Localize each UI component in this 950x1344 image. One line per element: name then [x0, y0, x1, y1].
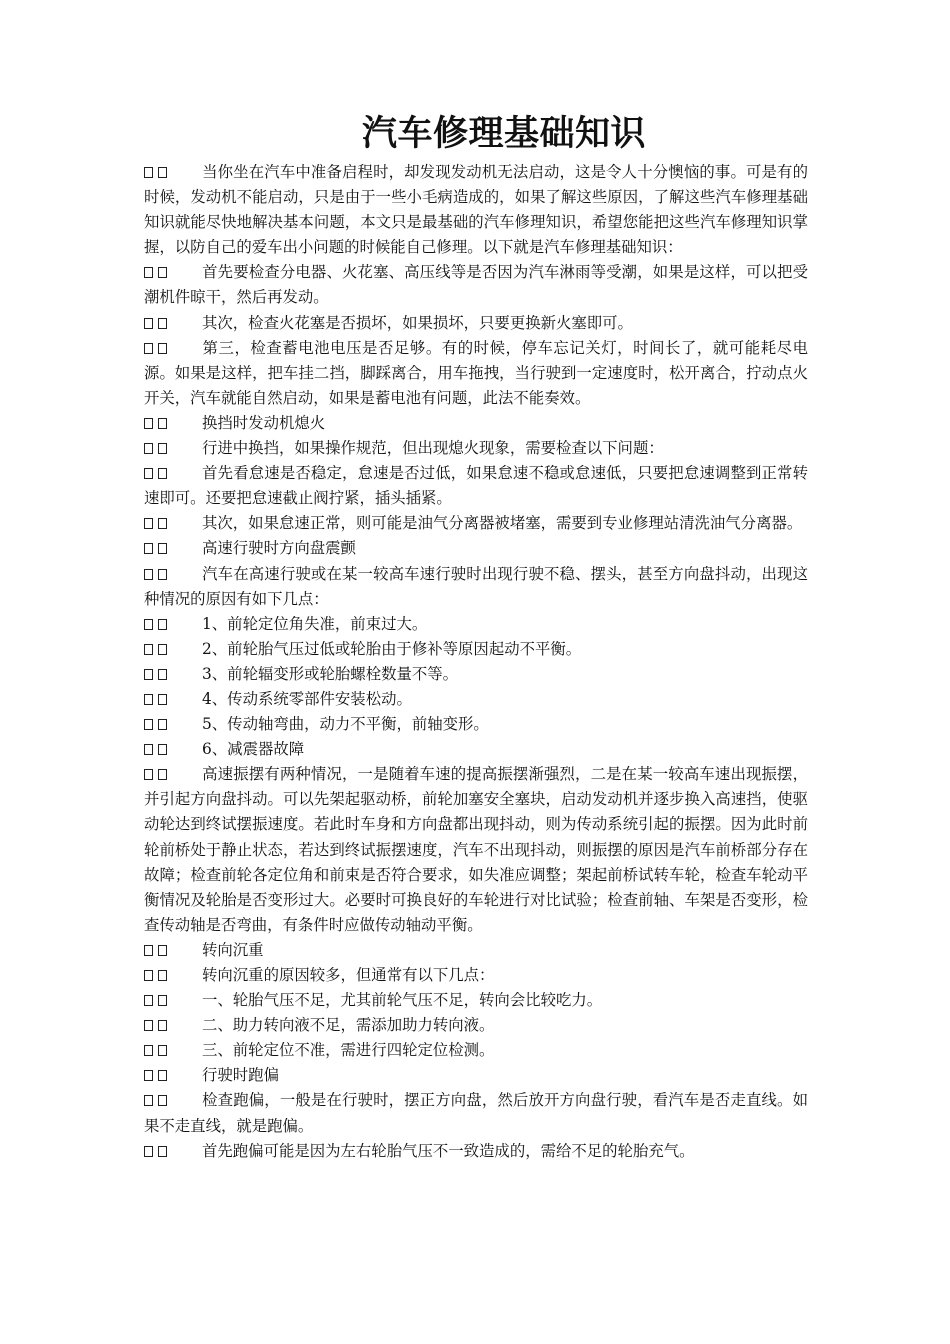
bullet-boxes: [144, 1063, 202, 1088]
paragraph: [144, 511, 808, 536]
bullet-boxes: [144, 260, 202, 285]
paragraph-text: 6、减震器故障: [202, 740, 305, 759]
bullet-boxes: [144, 1013, 202, 1038]
bullet-boxes: [144, 311, 202, 336]
list-item: [144, 612, 808, 637]
paragraph: [144, 336, 808, 411]
paragraph-text: 转向沉重的原因较多，但通常有以下几点：: [202, 966, 495, 984]
paragraph-text: 一、轮胎气压不足，尤其前轮气压不足，转向会比较吃力。: [202, 991, 603, 1010]
paragraph-text: 其次，如果怠速正常，则可能是油气分离器被堵塞，需要到专业修理站清洗油气分离器。: [202, 514, 803, 533]
paragraph-text: 行进中换挡，如果操作规范，但出现熄火现象，需要检查以下问题：: [202, 439, 664, 458]
paragraph-text: 高速行驶时方向盘震颤: [202, 539, 356, 558]
paragraph-text: 当你坐在汽车中准备启程时，却发现发动机无法启动，这是令人十分懊恼的事。可是有的时候，发动机不能启动，只是由于一些小毛病造成的，如果了解这些原因，了解这些汽车修理基础知识就能尽快地解决基本问题，本文只是最基础的汽车修理知识，希望您能把这些汽车修理知识掌握，以防自己的爱车出小问题的时候能自己修理。以下就是汽车修理基础知识：: [144, 163, 808, 257]
bullet-boxes: [144, 1139, 202, 1164]
paragraph: [144, 1139, 808, 1164]
bullet-boxes: [144, 436, 202, 461]
bullet-boxes: [144, 637, 202, 662]
section-heading: [144, 938, 808, 963]
bullet-boxes: [144, 336, 202, 361]
paragraph: [144, 461, 808, 511]
bullet-boxes: [144, 461, 202, 486]
list-item: [144, 988, 808, 1013]
paragraph-text: 首先看怠速是否稳定，怠速是否过低，如果怠速不稳或怠速低，只要把怠速调整到正常转速即可。还要把怠速截止阀拧紧，插头插紧。: [144, 464, 808, 508]
paragraph: [144, 762, 808, 938]
bullet-boxes: [144, 411, 202, 436]
paragraph-text: 三、前轮定位不准，需进行四轮定位检测。: [202, 1041, 495, 1060]
bullet-boxes: [144, 938, 202, 963]
paragraph: [144, 436, 808, 461]
paragraph: [144, 260, 808, 310]
paragraph: [144, 311, 808, 336]
paragraph-text: 其次，检查火花塞是否损坏，如果损坏，只要更换新火塞即可。: [202, 313, 633, 332]
paragraph-text: 转向沉重: [202, 940, 264, 959]
bullet-boxes: [144, 562, 202, 587]
paragraph: [144, 160, 808, 260]
paragraph-text: 5、传动轴弯曲，动力不平衡，前轴变形。: [202, 715, 489, 734]
section-heading: [144, 536, 808, 561]
bullet-boxes: [144, 612, 202, 637]
bullet-boxes: [144, 536, 202, 561]
list-item: [144, 687, 808, 712]
bullet-boxes: [144, 737, 202, 762]
bullet-boxes: [144, 1088, 202, 1113]
paragraph: [144, 963, 808, 988]
paragraph-text: 二、助力转向液不足，需添加助力转向液。: [202, 1016, 495, 1035]
document-body: [144, 160, 808, 1164]
paragraph-text: 行驶时跑偏: [202, 1066, 279, 1085]
paragraph-text: 1、前轮定位角失准，前束过大。: [202, 614, 428, 633]
paragraph: [144, 562, 808, 612]
section-heading: [144, 411, 808, 436]
paragraph-text: 2、前轮胎气压过低或轮胎由于修补等原因起动不平衡。: [202, 639, 582, 658]
list-item: [144, 737, 808, 762]
bullet-boxes: [144, 662, 202, 687]
paragraph-text: 检查跑偏，一般是在行驶时，摆正方向盘，然后放开方向盘行驶，看汽车是否走直线。如果不走直线，就是跑偏。: [144, 1091, 808, 1135]
document-title: 汽车修理基础知识: [361, 113, 646, 154]
bullet-boxes: [144, 712, 202, 737]
paragraph-text: 高速振摆有两种情况，一是随着车速的提高振摆渐强烈，二是在某一较高车速出现振摆，并引起方向盘抖动。可以先架起驱动桥，前轮加塞安全塞块，启动发动机并逐步换入高速挡，使驱动轮达到终试摆振速度。若此时车身和方向盘都出现抖动，则为传动系统引起的振摆。因为此时前轮前桥处于静止状态，若达到终试振摆速度，汽车不出现抖动，则振摆的原因是汽车前桥部分存在故障；检查前轮各定位角和前束是否符合要求，如失准应调整；架起前桥试转车轮，检查车轮动平衡情况及轮胎是否变形过大。必要时可换良好的车轮进行对比试验；检查前轴、车架是否变形，检查传动轴是否弯曲，有条件时应做传动轴动平衡。: [144, 765, 808, 934]
list-item: [144, 637, 808, 662]
paragraph-text: 4、传动系统零部件安装松动。: [202, 689, 412, 708]
bullet-boxes: [144, 160, 202, 185]
bullet-boxes: [144, 762, 202, 787]
bullet-boxes: [144, 1038, 202, 1063]
list-item: [144, 1013, 808, 1038]
paragraph-text: 首先跑偏可能是因为左右轮胎气压不一致造成的，需给不足的轮胎充气。: [202, 1141, 695, 1160]
paragraph-text: 汽车在高速行驶或在某一较高车速行驶时出现行驶不稳、摆头，甚至方向盘抖动，出现这种情况的原因有如下几点：: [144, 564, 808, 608]
paragraph-text: 换挡时发动机熄火: [202, 413, 326, 432]
list-item: [144, 662, 808, 687]
paragraph-text: 3、前轮辐变形或轮胎螺栓数量不等。: [202, 664, 459, 683]
section-heading: [144, 1063, 808, 1088]
bullet-boxes: [144, 687, 202, 712]
bullet-boxes: [144, 988, 202, 1013]
bullet-boxes: [144, 511, 202, 536]
document-page: [144, 112, 808, 1164]
list-item: [144, 1038, 808, 1063]
bullet-boxes: [144, 963, 202, 988]
paragraph-text: 第三，检查蓄电池电压是否足够。有的时候，停车忘记关灯，时间长了，就可能耗尽电源。如果是这样，把车挂二挡，脚踩离合，用车拖拽，当行驶到一定速度时，松开离合，拧动点火开关，汽车就能自然启动，如果是蓄电池有问题，此法不能奏效。: [144, 338, 808, 407]
paragraph: [144, 1088, 808, 1138]
list-item: [144, 712, 808, 737]
paragraph-text: 首先要检查分电器、火花塞、高压线等是否因为汽车淋雨等受潮，如果是这样，可以把受潮机件晾干，然后再发动。: [144, 263, 808, 307]
